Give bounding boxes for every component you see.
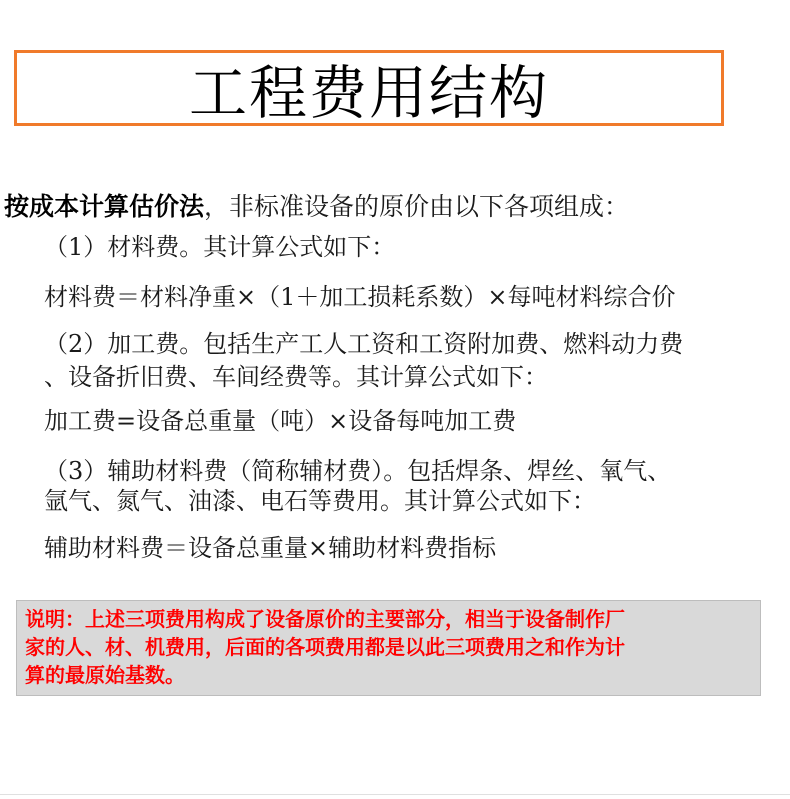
processing-cost-formula: 加工费=设备总重量（吨）×设备每吨加工费 <box>44 407 517 435</box>
processing-cost-heading: （2）加工费。包括生产工人工资和工资附加费、燃料动力费 <box>44 330 684 358</box>
auxiliary-cost-heading: （3）辅助材料费（简称辅材费）。包括焊条、焊丝、氧气、 <box>44 457 672 485</box>
processing-cost-heading-cont: 、设备折旧费、车间经费等。其计算公式如下： <box>44 363 548 391</box>
material-cost-heading: （1）材料费。其计算公式如下： <box>44 233 396 261</box>
note-line: 说明：上述三项费用构成了设备原价的主要部分，相当于设备制作厂 <box>25 607 625 631</box>
bottom-divider <box>0 794 790 795</box>
auxiliary-cost-heading-cont: 氩气、氮气、油漆、电石等费用。其计算公式如下： <box>44 487 596 515</box>
intro-method: 按成本计算估价法 <box>4 192 205 221</box>
intro-paragraph <box>4 192 629 222</box>
page-title: 工程费用结构 <box>188 59 549 127</box>
auxiliary-cost-formula: 辅助材料费＝设备总重量×辅助材料费指标 <box>44 534 497 562</box>
note-line: 家的人、材、机费用，后面的各项费用都是以此三项费用之和作为计 <box>25 635 625 659</box>
intro-rest: ，非标准设备的原价由以下各项组成： <box>204 192 630 221</box>
title-box <box>14 50 724 126</box>
note-line: 算的最原始基数。 <box>25 663 185 687</box>
material-cost-formula: 材料费＝材料净重×（1＋加工损耗系数）×每吨材料综合价 <box>44 283 676 311</box>
note-box <box>16 600 761 696</box>
